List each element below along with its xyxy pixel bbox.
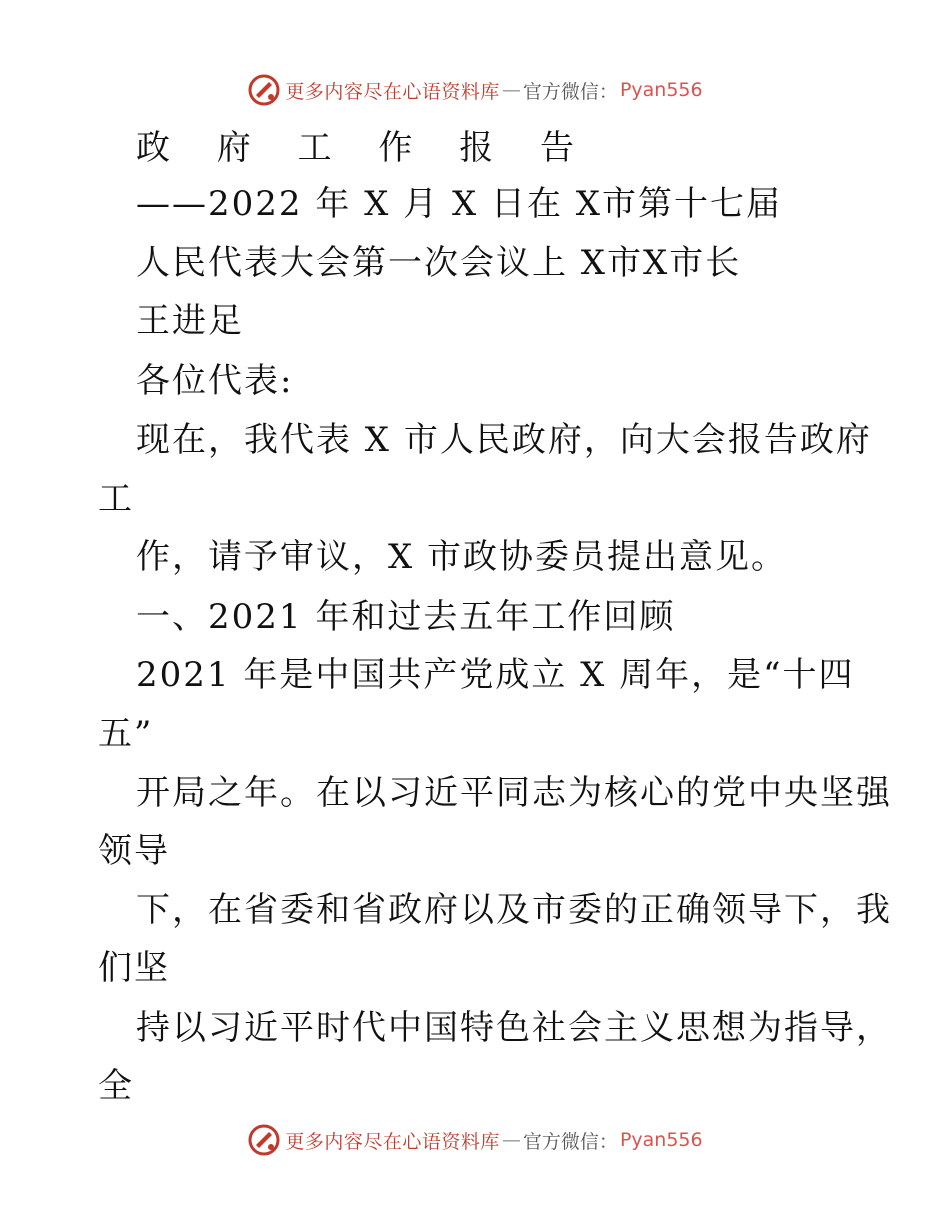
paragraph-line: 开局之年。在以习近平同志为核心的党中央坚强 <box>136 773 892 813</box>
banner-dash: — <box>501 79 521 101</box>
banner-wechat-label: 官方微信： <box>522 1130 618 1153</box>
paragraph-line: 作，请予审议，X 市政协委员提出意见。 <box>136 537 788 577</box>
document-title: 政 府 工 作 报 告 <box>136 128 593 168</box>
paragraph-line: 工 <box>98 479 134 519</box>
document-subtitle-line-1: ——2022 年 X 月 X 日在 X市第十七届 <box>136 184 782 224</box>
paragraph-line: 2021 年是中国共产党成立 X 周年，是“十四 <box>136 655 855 695</box>
document-author: 王进足 <box>136 301 244 341</box>
banner-brand-text: 更多内容尽在心语资料库 <box>285 1130 500 1153</box>
footer-watermark-banner <box>0 1120 950 1160</box>
banner-dash: — <box>501 1129 521 1151</box>
banner-brand-text: 更多内容尽在心语资料库 <box>285 80 500 103</box>
paragraph-line: 五” <box>98 714 154 754</box>
document-subtitle-line-2: 人民代表大会第一次会议上 X市X市长 <box>136 243 742 283</box>
logo-icon <box>247 1123 281 1157</box>
banner-wechat-id: Pyan556 <box>619 1129 703 1151</box>
banner-wechat-label: 官方微信： <box>522 80 618 103</box>
header-watermark-banner <box>0 70 950 110</box>
section-heading: 一、2021 年和过去五年工作回顾 <box>136 597 676 637</box>
paragraph-line: 领导 <box>98 831 170 871</box>
paragraph-line: 全 <box>98 1066 134 1106</box>
document-salutation: 各位代表: <box>136 361 294 401</box>
logo-icon <box>247 73 281 107</box>
paragraph-line: 下，在省委和省政府以及市委的正确领导下，我 <box>136 890 892 930</box>
paragraph-line: 现在，我代表 X 市人民政府，向大会报告政府 <box>136 420 872 460</box>
banner-wechat-id: Pyan556 <box>619 79 703 101</box>
paragraph-line: 们坚 <box>98 948 170 988</box>
paragraph-line: 持以习近平时代中国特色社会主义思想为指导， <box>136 1008 892 1048</box>
